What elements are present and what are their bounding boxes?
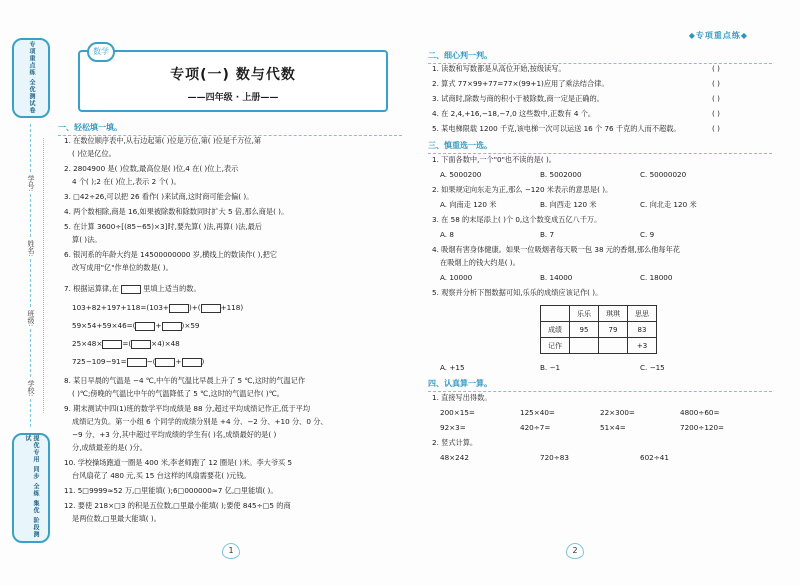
question-line: 9. 期末测试中四(1)班的数学平均成绩是 88 分,超过平均成绩记作正,低于平均 [64, 404, 311, 413]
cut-line [43, 138, 44, 413]
table-header-cell: 思思 [628, 306, 657, 322]
choice-option[interactable]: A. 8 [440, 230, 454, 239]
section-2-heading: 二、细心判一判。 [428, 51, 492, 60]
answer-box[interactable] [102, 340, 122, 349]
answer-box[interactable] [131, 340, 151, 349]
question-line: 6. 银河系的年龄大约是 14500000000 岁,横线上的数读作( ),把它 [64, 250, 278, 259]
question-line: 4. 两个数相除,商是 16,如果被除数和除数同时扩大 5 倍,那么商是( )。 [64, 207, 289, 216]
question-line: 7. 根据运算律,在 里填上适当的数。 [64, 284, 201, 293]
answer-box[interactable] [201, 304, 221, 313]
question-line: 算( )法。 [72, 235, 102, 244]
table-header-cell: 乐乐 [570, 306, 599, 322]
calc-item: 4800÷60= [680, 408, 720, 417]
choice-question: 2. 如果规定向东走为正,那么 −120 米表示的意思是( )。 [432, 185, 613, 194]
section-3-heading: 三、慎重选一选。 [428, 141, 492, 150]
section-1-heading: 一、轻松填一填。 [58, 123, 122, 132]
answer-box[interactable] [155, 358, 175, 367]
question-line: 改写成用"亿"作单位的数是( )。 [72, 263, 173, 272]
question-line: 是两位数,□里最大能填( )。 [72, 514, 161, 523]
calc-item: 602÷41 [640, 453, 669, 462]
calc-item: 200×15= [440, 408, 475, 417]
choice-option[interactable]: B. 7 [540, 230, 555, 239]
choice-question: 1. 下面各数中,一个"0"也不读的是( )。 [432, 155, 556, 164]
equation-line: 25×48× =( ×4)×48 [72, 339, 180, 348]
judge-mark[interactable]: ( ) [712, 64, 720, 73]
side-strip [8, 38, 54, 543]
table-cell: 成绩 [541, 322, 570, 338]
choice-question: 在吸烟上的钱大约是( )。 [440, 258, 520, 267]
question-line: ( )位是亿位。 [72, 149, 116, 158]
choice-option[interactable]: B. −1 [540, 363, 561, 372]
choice-option[interactable]: B. 5002000 [540, 170, 582, 179]
choice-option[interactable]: C. 50000020 [640, 170, 687, 179]
math-badge: 数学 [87, 42, 115, 62]
question-line: 10. 学校操场跑道一圈是 400 米,李老师跑了 12 圈是( )米。李大爷买 5 [64, 458, 293, 467]
judge-mark[interactable]: ( ) [712, 79, 720, 88]
answer-box[interactable] [135, 322, 155, 331]
question-line: 3. □42÷26,可以把 26 看作( )来试商,这时商可能会偏( )。 [64, 192, 254, 201]
choice-option[interactable]: A. 向南走 120 米 [440, 200, 497, 209]
question-line: 8. 某日早晨的气温是 −4 ℃,中午的气温比早晨上升了 5 ℃,这时的气温记作 [64, 376, 306, 385]
answer-box[interactable] [182, 358, 202, 367]
judge-mark[interactable]: ( ) [712, 124, 720, 133]
table-cell: 95 [570, 322, 599, 338]
choice-question: 3. 在 58 的末尾添上( )个 0,这个数变成五亿八千万。 [432, 215, 602, 224]
question-line: 分,成绩最差的是( )分。 [72, 443, 147, 452]
table-cell [570, 338, 599, 354]
calc-item: 125×40= [520, 408, 555, 417]
calc-item: 22×300= [600, 408, 635, 417]
score-table [540, 305, 657, 354]
question-line: 12. 要使 218×□3 的积是五位数,□里最小能填( );要使 845÷□5 的商 [64, 501, 291, 510]
choice-option[interactable]: C. 向北走 120 米 [640, 200, 697, 209]
table-cell: +3 [628, 338, 657, 354]
choice-option[interactable]: A. 5000200 [440, 170, 482, 179]
calc-item: 420÷7= [520, 423, 551, 432]
calc-item: 48×242 [440, 453, 469, 462]
question-line: −9 分、+3 分,其中超过平均成绩的学生有( )名,成绩最好的是( ) [72, 430, 277, 439]
choice-question: 4. 吸烟有害身体健康。如果一位吸烟者每天吸一包 38 元的香烟,那么他每年花 [432, 245, 680, 254]
choice-option[interactable]: C. 18000 [640, 273, 673, 282]
table-cell [599, 338, 628, 354]
answer-box[interactable] [121, 285, 141, 294]
choice-option[interactable]: B. 向西走 120 米 [540, 200, 597, 209]
choice-option[interactable]: C. 9 [640, 230, 655, 239]
equation-line: 103+82+197+118=(103+ )+( +118) [72, 303, 244, 312]
table-cell: 83 [628, 322, 657, 338]
judge-mark[interactable]: ( ) [712, 109, 720, 118]
calc-question: 2. 竖式计算。 [432, 438, 478, 447]
question-line: 4 个( );2 在( )位上,表示 2 个( )。 [72, 177, 181, 186]
table-cell: 79 [599, 322, 628, 338]
page-number-left: 1 [222, 543, 240, 559]
field-student-number: 学号: [27, 175, 35, 192]
question-line: 11. 5□9999≈52 万,□里能填( );6□000000≈7 亿,□里能填( )。 [64, 486, 278, 495]
choice-question: 5. 观察并分析下图数据可知,乐乐的成绩应该记作( )。 [432, 288, 603, 297]
field-name: 姓名: [27, 240, 35, 257]
judge-question: 2. 算式 77×99+77=77×(99+1)应用了乘法结合律。 [432, 79, 609, 88]
question-line: 2. 2804900 是( )位数,最高位是( )位,4 在( )位上,表示 [64, 164, 239, 173]
equation-line: 59×54+59×46=( + )×59 [72, 321, 200, 330]
grade-subtitle: ——四年级 · 上册—— [187, 93, 279, 103]
question-line: 1. 在数位顺序表中,从右边起第( )位是万位,第( )位是千万位,第 [64, 136, 262, 145]
section-4-heading: 四、认真算一算。 [428, 379, 492, 388]
page-number-right: 2 [566, 543, 584, 559]
table-header-cell [541, 306, 570, 322]
choice-option[interactable]: A. 10000 [440, 273, 473, 282]
side-banner-top: 专项重点练 全优测试卷 [12, 38, 50, 118]
title-box [78, 47, 388, 112]
choice-option[interactable]: A. +15 [440, 363, 465, 372]
choice-option[interactable]: C. −15 [640, 363, 665, 372]
page-title: 专项(一) 数与代数 [170, 67, 296, 83]
calc-item: 7200÷120= [680, 423, 725, 432]
question-line: ( )℃;傍晚的气温比中午的气温降低了 5 ℃,这时的气温记作( )℃。 [72, 389, 284, 398]
equation-line: 725−109−91= −( + ) [72, 357, 205, 366]
table-header-cell: 琪琪 [599, 306, 628, 322]
header-tag: ◆专项重点练◆ [688, 31, 748, 40]
calc-item: 51×4= [600, 423, 626, 432]
judge-question: 1. 读数和写数都是从高位开始,按级读写。 [432, 64, 566, 73]
answer-box[interactable] [169, 304, 189, 313]
calc-item: 92×3= [440, 423, 466, 432]
judge-question: 3. 试商时,除数与商的积小于被除数,商一定是正确的。 [432, 94, 604, 103]
question-line: 5. 在计算 3600÷[(85−65)×3]时,要先算( )法,再算( )法,最后 [64, 222, 262, 231]
question-line: 台风扇花了 480 元,买 15 台这样的风扇需要花( )元钱。 [72, 471, 251, 480]
side-banner-bottom: 提优专用 同步 全练 集优 阶段测试 [12, 433, 50, 543]
calc-question: 1. 直接写出得数。 [432, 393, 492, 402]
question-line: 成绩记为负。第一小组 6 个同学的成绩分别是 +4 分、−2 分、+10 分、0 分、 [72, 417, 328, 426]
judge-mark[interactable]: ( ) [712, 94, 720, 103]
judge-question: 5. 某电梯限载 1200 千克,该电梯一次可以运送 16 个 76 千克的人而不超载。 [432, 124, 681, 133]
choice-option[interactable]: B. 14000 [540, 273, 573, 282]
table-cell: 记作 [541, 338, 570, 354]
field-class: 班级: [27, 310, 35, 327]
answer-box[interactable] [162, 322, 182, 331]
judge-question: 4. 在 2,4,+16,−18,−7,0 这些数中,正数有 4 个。 [432, 109, 596, 118]
field-school: 学校: [27, 380, 35, 397]
calc-item: 720÷83 [540, 453, 569, 462]
answer-box[interactable] [127, 358, 147, 367]
